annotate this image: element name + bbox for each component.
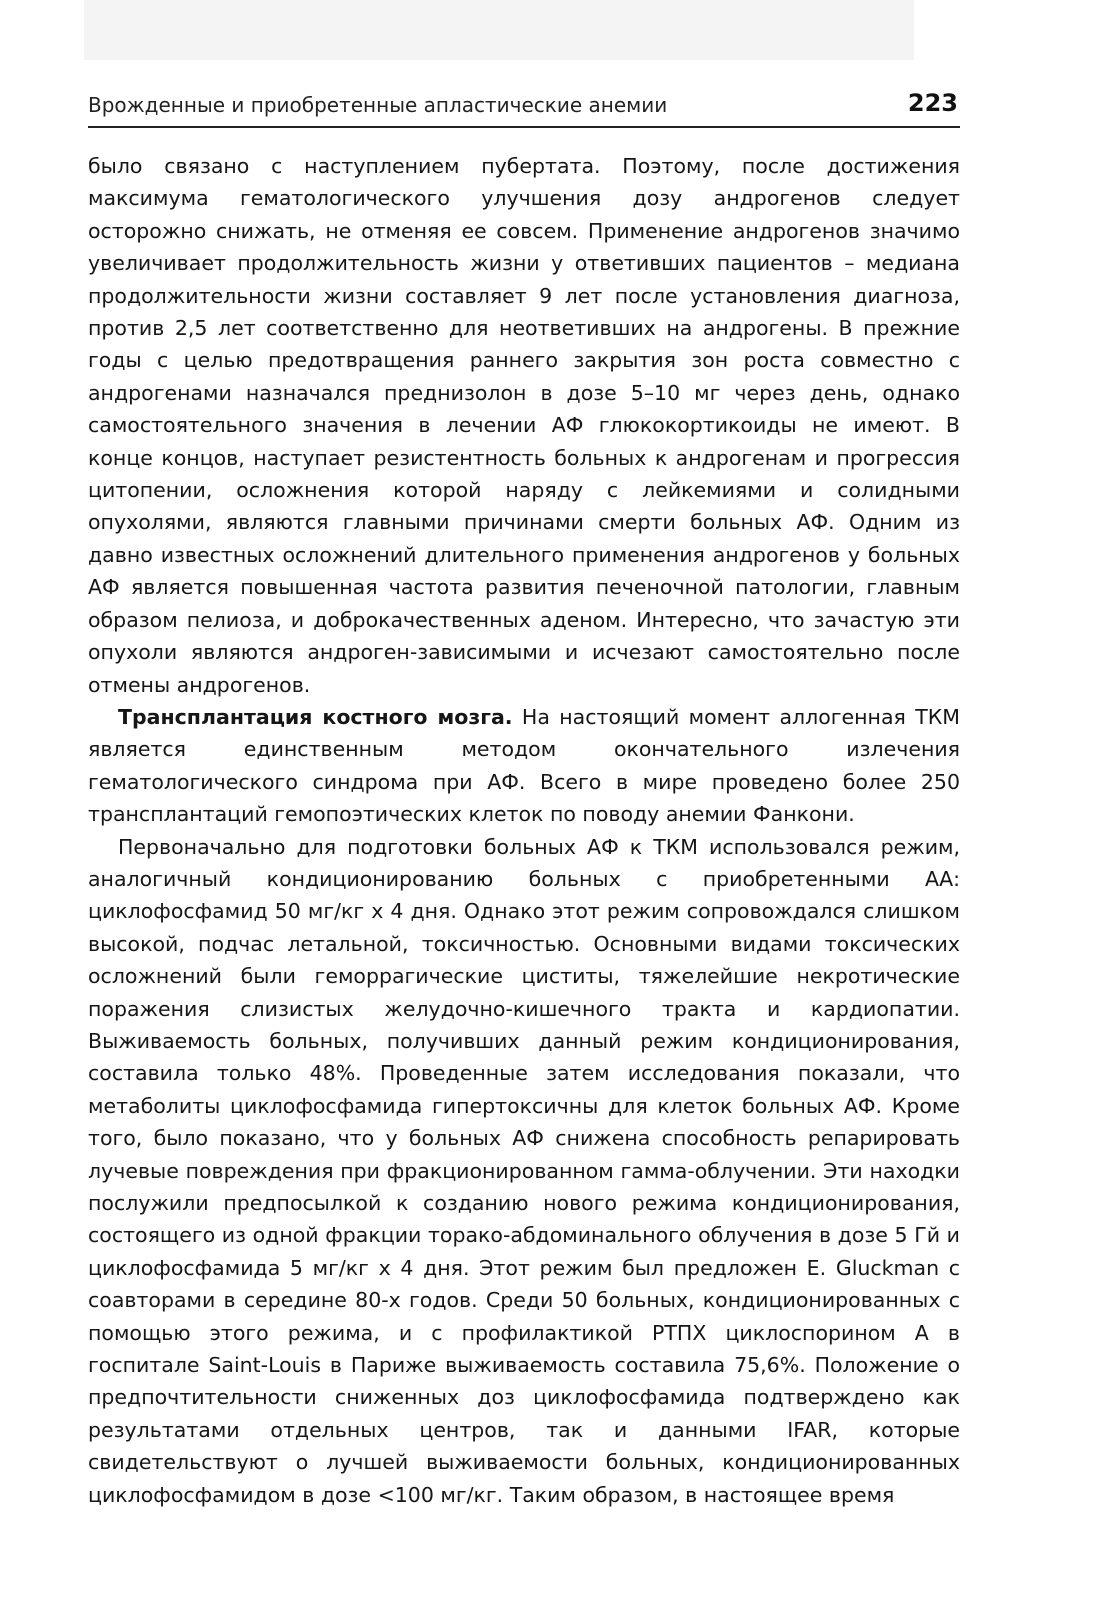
page-number: 223 bbox=[907, 89, 958, 117]
page-body bbox=[88, 150, 960, 1511]
section-heading: Трансплантация костного мозга. bbox=[118, 704, 513, 729]
scan-shadow bbox=[84, 0, 914, 60]
running-header-title: Врожденные и приобретенные апластические анемии bbox=[88, 93, 668, 117]
paragraph-conditioning: Первоначально для подготовки больных АФ к ТКМ использовался режим, аналогичный кондиционированию больных с приобретенными АА: циклофосфамид 50 мг/кг x 4 дня. Однако этот режим сопровождался слишком высокой, подчас летальной, токсичностью. Основными видами токсических осложнений были геморрагические циститы, тяжелейшие некротические поражения слизистых желудочно-кишечного тракта и кардиопатии. Выживаемость больных, получивших данный режим кондиционирования, составила только 48%. Проведенные затем исследования показали, что метаболиты циклофосфамида гипертоксичны для клеток больных АФ. Кроме того, было показано, что у больных АФ снижена способность репарировать лучевые повреждения при фракционированном гамма-облучении. Эти находки послужили предпосылкой к созданию нового режима кондиционирования, состоящего из одной фракции торако-абдоминального облучения в дозе 5 Гй и циклофосфамида 5 мг/кг x 4 дня. Этот режим был предложен E. Gluckman с соавторами в середине 80-х годов. Среди 50 больных, кондиционированных с помощью этого режима, и с профилактикой РТПХ циклоспорином А в госпитале Saint-Louis в Париже выживаемость составила 75,6%. Положение о предпочтительности сниженных доз циклофосфамида подтверждено как результатами отдельных центров, так и данными IFAR, которые свидетельствуют о лучшей выживаемости больных, кондиционированных циклофосфамидом в дозе <100 мг/кг. Таким образом, в настоящее время bbox=[88, 834, 960, 1507]
paragraph-continuation: было связано с наступлением пубертата. Поэтому, после достижения максимума гематологического улучшения дозу андрогенов следует осторожно снижать, не отменяя ее совсем. Применение андрогенов значимо увеличивает продолжительность жизни у ответивших пациентов – медиана продолжительности жизни составляет 9 лет после установления диагноза, против 2,5 лет соответственно для неответивших на андрогены. В прежние годы с целью предотвращения раннего закрытия зон роста совместно с андрогенами назначался преднизолон в дозе 5–10 мг через день, однако самостоятельного значения в лечении АФ глюкокортикоиды не имеют. В конце концов, наступает резистентность больных к андрогенам и прогрессия цитопении, осложнения которой наряду с лейкемиями и солидными опухолями, являются главными причинами смерти больных АФ. Одним из давно известных осложнений длительного применения андрогенов у больных АФ является повышенная частота развития печеночной патологии, главным образом пелиоза, и доброкачественных аденом. Интересно, что зачастую эти опухоли являются андроген-зависимыми и исчезают самостоятельно после отмены андрогенов. bbox=[88, 154, 960, 697]
paragraph-bone-marrow-transplant bbox=[88, 701, 960, 831]
header-rule bbox=[88, 126, 960, 128]
paragraph-text: На настоящий момент аллогенная ТКМ является единственным методом окончательного излечения гематологического синдрома при АФ. Всего в мире проведено более 250 трансплантаций гемопоэтических клеток по поводу анемии Фанкони. bbox=[88, 704, 960, 827]
